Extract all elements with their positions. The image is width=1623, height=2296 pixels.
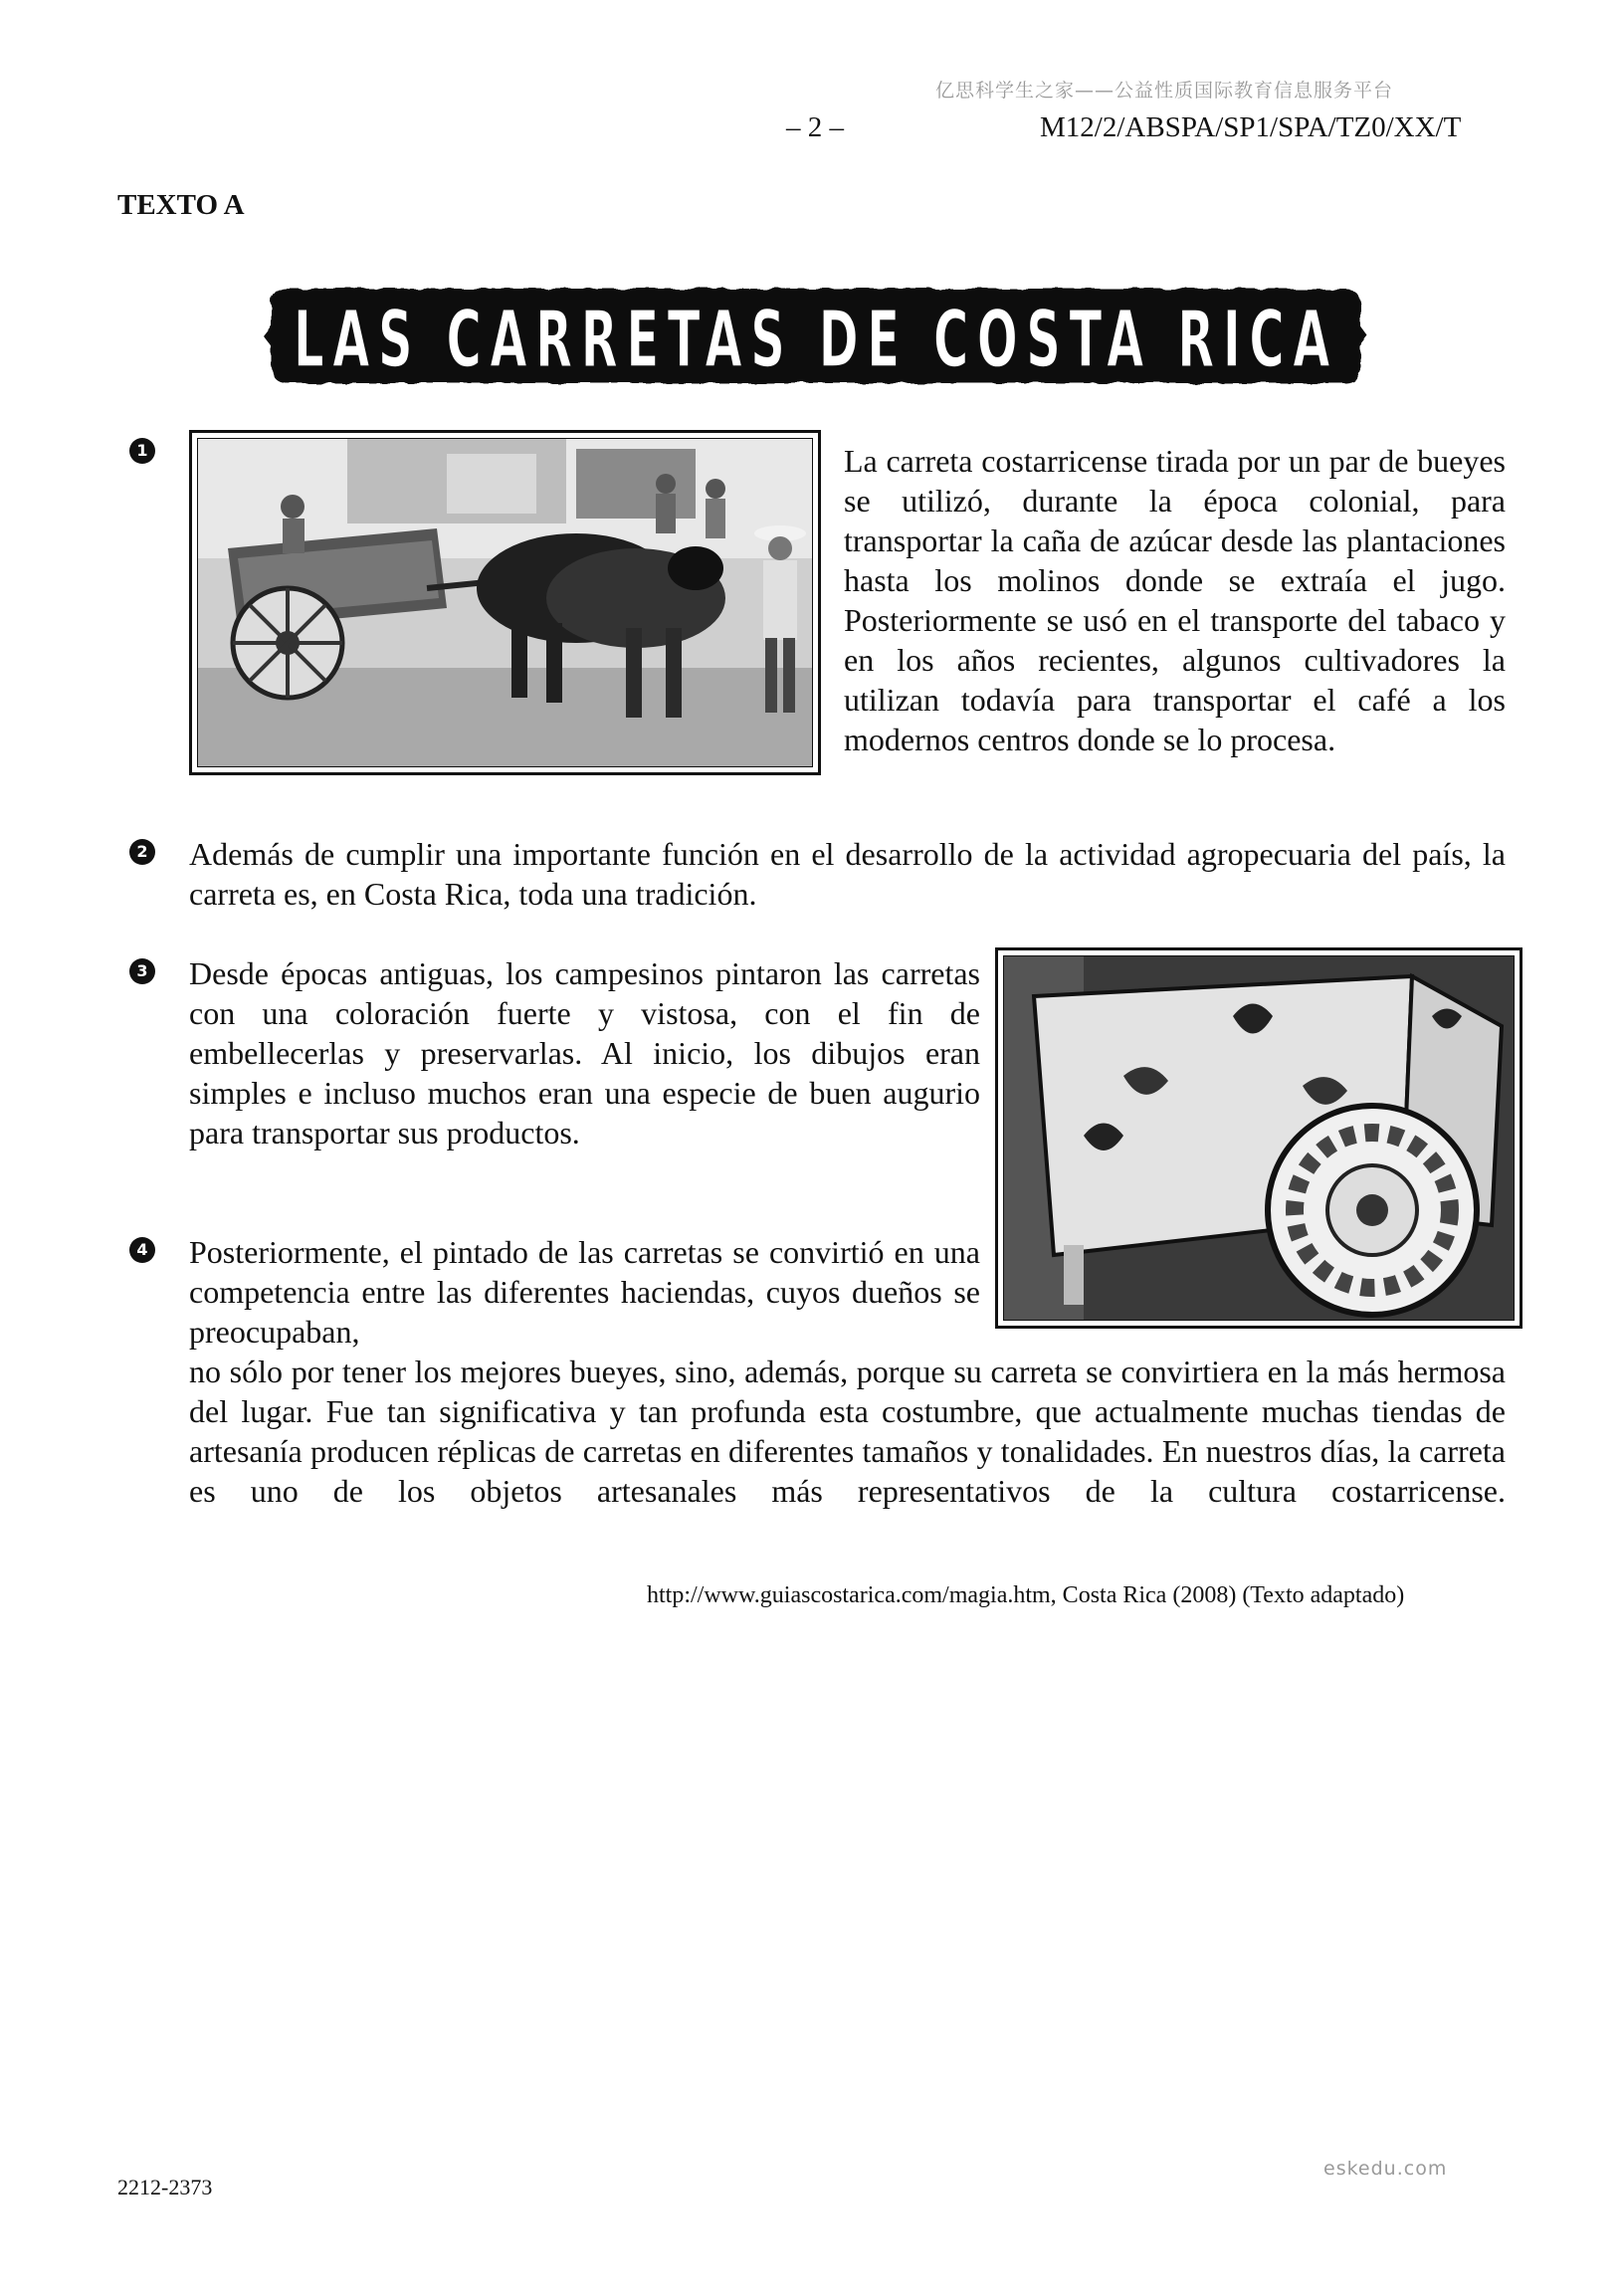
paragraph-4-top: Posteriormente, el pintado de las carretas se convirtió en una competencia entre las diferentes haciendas, cuyos dueños se preocupaban, bbox=[189, 1234, 980, 1350]
page-number: – 2 – bbox=[786, 111, 844, 143]
paragraph-4-bottom: no sólo por tener los mejores bueyes, sino, además, porque su carreta se convirtiera en la más hermosa del lugar. Fue tan significativa y tan profunda esta costumbre, que actualmente muchas tiendas de artesanía producen réplicas de carretas en diferentes tamaños y tonalidades. En nuestros días, la carreta es uno de los objetos artesanales más representativos de la cultura costarricense. bbox=[189, 1354, 1506, 1509]
paragraph-1: La carreta costarricense tirada por un par de bueyes se utilizó, durante la época colonial, para transportar la caña de azúcar desde las plantaciones hasta los molinos donde se extraía el jugo. Posteriormente se usó en el transporte del tabaco y en los años recientes, algunos cultivadores la utilizan todavía para transportar el café a los modernos centros donde se lo procesa. bbox=[844, 443, 1506, 757]
article-title: LAS CARRETAS DE COSTA RICA bbox=[294, 296, 1338, 385]
paragraph-marker-2: 2 bbox=[129, 839, 155, 865]
oxcart-parade-illustration bbox=[198, 439, 813, 767]
paragraph-3: Desde épocas antiguas, los campesinos pintaron las carretas con una coloración fuerte y vistosa, con el fin de embellecerlas y preservarlas. Al inicio, los dibujos eran simples e incluso muchos eran una especie de buen augurio para transportar sus productos. bbox=[189, 955, 980, 1150]
footer-code: 2212-2373 bbox=[117, 2175, 213, 2199]
paragraph-marker-4: 4 bbox=[129, 1237, 155, 1263]
paragraph-marker-3: 3 bbox=[129, 958, 155, 984]
source-citation: http://www.guiascostarica.com/magia.htm, Costa Rica (2008) (Texto adaptado) bbox=[647, 1582, 1405, 1608]
paragraph-marker-1: 1 bbox=[129, 438, 155, 464]
photo-oxcart-parade bbox=[189, 430, 821, 775]
painted-cart-illustration bbox=[1004, 956, 1515, 1321]
section-label: TEXTO A bbox=[117, 189, 245, 221]
paragraph-2: Además de cumplir una importante función en el desarrollo de la actividad agropecuaria del país, la carreta es, en Costa Rica, toda una tradición. bbox=[189, 836, 1506, 912]
header-watermark: 亿思科学生之家——公益性质国际教育信息服务平台 bbox=[935, 80, 1394, 102]
exam-code: M12/2/ABSPA/SP1/SPA/TZ0/XX/T bbox=[1040, 111, 1462, 143]
title-banner bbox=[264, 279, 1368, 393]
footer-watermark: eskedu.com bbox=[1323, 2158, 1448, 2180]
photo-painted-cart bbox=[995, 947, 1522, 1329]
